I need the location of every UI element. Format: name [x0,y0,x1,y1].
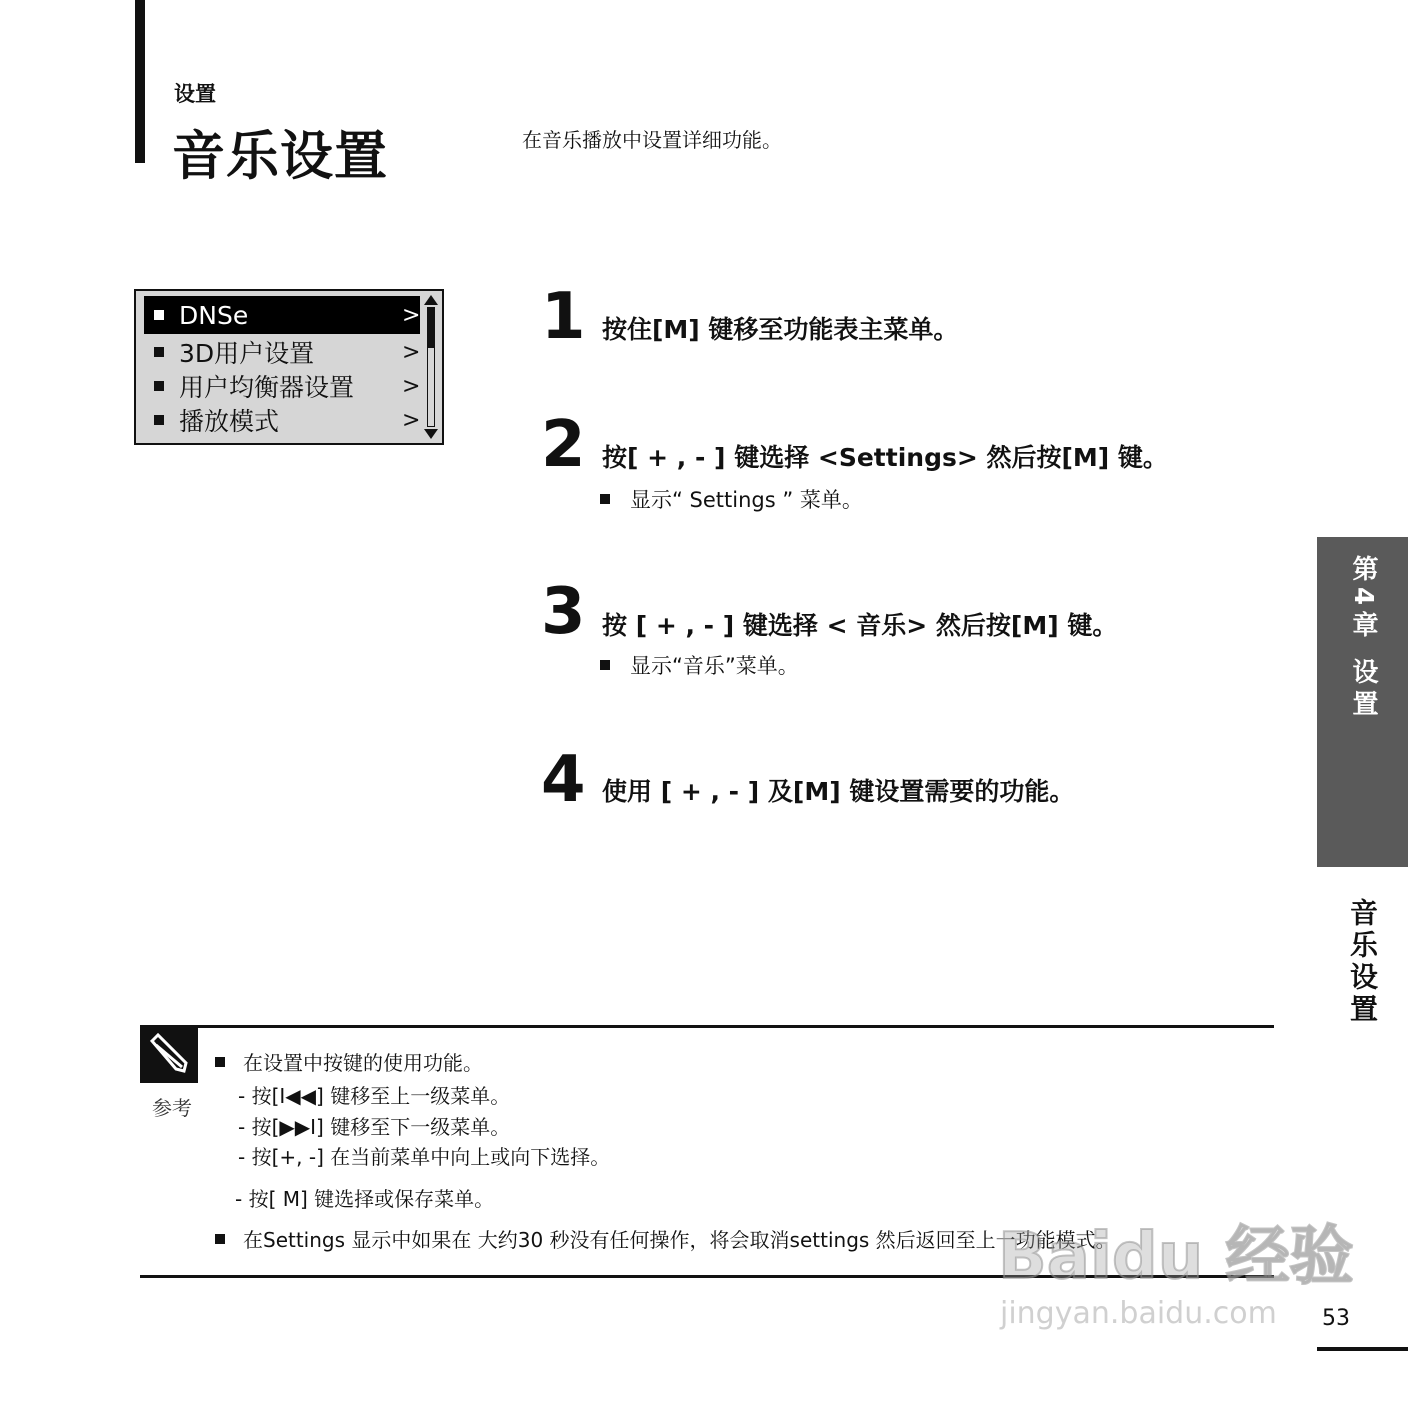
device-screen-menu [134,289,444,445]
scroll-up-arrow-icon [424,295,438,305]
step-4-number: 4 [541,743,586,817]
bullet-icon [600,660,610,670]
page-title: 音乐设置 [172,126,388,187]
scroll-thumb[interactable] [428,308,434,348]
step-2-number: 2 [541,408,586,482]
section-label: 设置 [174,82,216,106]
menu-item-play-mode[interactable] [144,402,420,438]
chevron-right-icon: > [402,373,421,399]
baidu-watermark-url: jingyan.baidu.com [1000,1296,1277,1331]
step-3-sub [600,650,799,680]
step-2-sub-text: 显示“ Settings ” 菜单。 [630,488,863,512]
note-sub-1: - 按[I◀◀] 键移至上一级菜单。 [238,1084,511,1108]
note-item-2 [215,1224,1116,1253]
scroll-track [427,307,435,427]
baidu-watermark-logo: Baidu 经验 [998,1220,1354,1294]
step-3-number: 3 [541,575,586,649]
chevron-right-icon: > [402,407,421,433]
menu-item-label: 播放模式 [179,407,280,436]
note-sub-4: - 按[ M] 键选择或保存菜单。 [235,1187,495,1211]
step-1-number: 1 [541,280,586,354]
bullet-icon [215,1234,225,1244]
note-pencil-icon [140,1027,198,1083]
note-sub-3: - 按[+, -] 在当前菜单中向上或向下选择。 [238,1145,611,1169]
bullet-icon [154,381,164,391]
step-2-text: 按[ + , - ] 键选择 <Settings> 然后按[M] 键。 [602,443,1168,472]
menu-item-dnse[interactable] [144,296,420,334]
bullet-icon [154,415,164,425]
menu-item-label: 用户均衡器设置 [179,373,355,402]
step-4-text: 使用 [ + , - ] 及[M] 键设置需要的功能。 [602,777,1075,806]
step-3-sub-text: 显示“音乐”菜单。 [630,654,799,678]
bullet-icon [154,347,164,357]
scrollbar[interactable] [424,295,438,439]
page-number-bar [1317,1347,1408,1351]
chevron-right-icon: > [402,339,421,365]
menu-item-label: 3D用户设置 [179,339,315,368]
note-sub-2: - 按[▶▶I] 键移至下一级菜单。 [238,1115,511,1139]
section-side-label: 音乐设置 [1346,898,1379,1026]
bullet-icon [600,494,610,504]
step-3-text: 按 [ + , - ] 键选择 < 音乐> 然后按[M] 键。 [602,611,1118,640]
note-item-1 [215,1047,483,1076]
chevron-right-icon: > [402,302,421,328]
step-1-text: 按住[M] 键移至功能表主菜单。 [602,315,959,344]
header-accent-bar [135,0,145,163]
note-item-1-text: 在设置中按键的使用功能。 [243,1051,483,1075]
bullet-icon [154,310,164,320]
note-top-divider [140,1025,1274,1028]
scroll-down-arrow-icon [424,429,438,439]
note-label: 参考 [152,1096,192,1120]
menu-item-user-eq[interactable] [144,368,420,404]
chapter-side-tab [1317,537,1408,867]
bullet-icon [215,1057,225,1067]
menu-item-label: DNSe [179,300,249,330]
note-item-2-text: 在Settings 显示中如果在 大约30 秒没有任何操作，将会取消settings 然后返回至上一功能模式。 [243,1228,1116,1252]
page-subtitle: 在音乐播放中设置详细功能。 [522,128,782,152]
menu-item-3d-user[interactable] [144,334,420,370]
chapter-side-tab-label: 第4章 设置 [1348,555,1378,723]
step-2-sub [600,484,863,514]
page-number: 53 [1322,1306,1350,1331]
